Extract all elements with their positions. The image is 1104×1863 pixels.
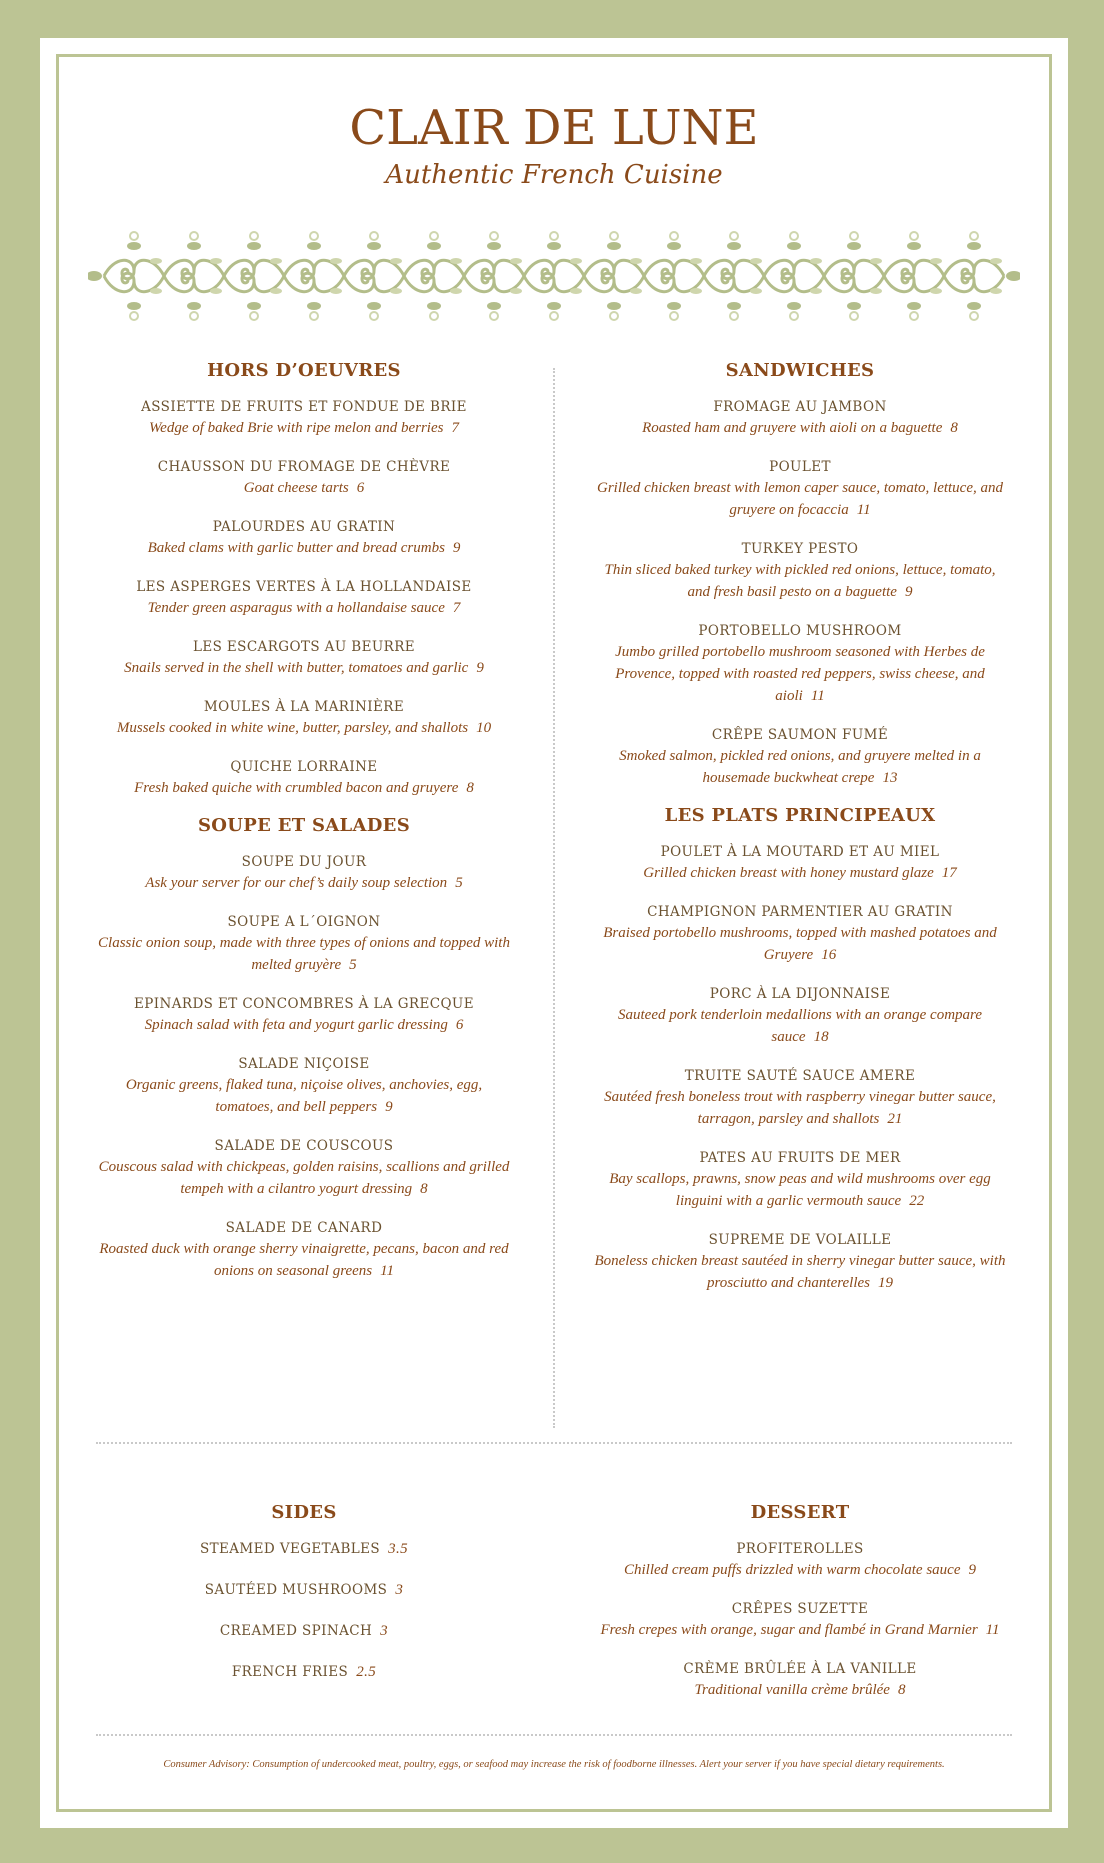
scroll-flourish-icon — [88, 226, 1020, 326]
menu-item-description-text: Ask your server for our chef’s daily soup selection — [145, 875, 448, 891]
side-item-price: 3 — [380, 1623, 389, 1639]
menu-item-price: 16 — [821, 947, 837, 963]
menu-item-name: PATES AU FRUITS DE MER — [699, 1150, 901, 1166]
menu-item-name: FROMAGE AU JAMBON — [713, 399, 887, 415]
menu-item-description-text: Fresh crepes with orange, sugar and flambé in Grand Marnier — [600, 1622, 978, 1638]
menu-item-price: 8 — [897, 1682, 906, 1698]
menu-sheet — [40, 38, 1068, 1828]
menu-item-description — [590, 862, 1010, 884]
dessert-list — [590, 1539, 1010, 1701]
menu-item-name: SOUPE A L´OIGNON — [227, 914, 381, 930]
menu-item-description-text: Thin sliced baked turkey with pickled red onions, lettuce, tomato, and fresh basil pesto on a baguette — [604, 562, 996, 600]
menu-item — [94, 637, 514, 679]
menu-item-description — [94, 717, 514, 739]
menu-item-price: 17 — [941, 865, 957, 881]
section-title-soupe: SOUPE ET SALADES — [198, 815, 410, 836]
menu-item — [94, 912, 514, 976]
menu-item-name: PORTOBELLO MUSHROOM — [698, 623, 902, 639]
section-title-sandwiches: SANDWICHES — [725, 360, 875, 381]
menu-item-name: POULET À LA MOUTARD ET AU MIEL — [660, 844, 940, 860]
menu-item — [94, 852, 514, 894]
menu-item-name: POULET — [769, 459, 831, 475]
menu-item-description — [590, 559, 1010, 603]
side-item — [94, 1539, 514, 1559]
menu-item — [590, 1539, 1010, 1581]
menu-item-description-text: Mussels cooked in white wine, butter, parsley, and shallots — [116, 720, 469, 736]
menu-item-description-text: Grilled chicken breast with honey mustard glaze — [643, 865, 934, 881]
menu-item-price: 13 — [882, 770, 898, 786]
menu-item — [94, 577, 514, 619]
menu-item-description-text: Organic greens, flaked tuna, niçoise olives, anchovies, egg, tomatoes, and bell peppers — [125, 1077, 483, 1115]
menu-item-description-text: Couscous salad with chickpeas, golden raisins, scallions and grilled tempeh with a cilantro yogurt dressing — [98, 1159, 510, 1197]
side-item-price: 2.5 — [356, 1664, 377, 1680]
menu-item-price: 8 — [466, 780, 474, 796]
menu-item-description-text: Baked clams with garlic butter and bread crumbs — [147, 540, 445, 556]
section-divider-bottom — [96, 1734, 1012, 1736]
menu-item-price: 6 — [455, 1017, 464, 1033]
menu-item-price: 11 — [380, 1263, 395, 1279]
menu-item-price: 21 — [887, 1111, 903, 1127]
menu-item-description — [590, 922, 1010, 966]
menu-item-name: SALADE DE CANARD — [225, 1220, 383, 1236]
menu-item — [590, 1148, 1010, 1212]
menu-item-name: PROFITEROLLES — [736, 1541, 864, 1557]
side-item — [94, 1621, 514, 1641]
menu-item-price: 11 — [985, 1622, 1000, 1638]
menu-item-description-text: Jumbo grilled portobello mushroom seasoned with Herbes de Provence, topped with roasted red peppers, swiss cheese, and aioli — [615, 644, 985, 704]
menu-item-price: 10 — [476, 720, 492, 736]
menu-item-price: 5 — [455, 875, 463, 891]
side-item-price: 3 — [395, 1582, 404, 1598]
menu-item-price: 9 — [385, 1099, 393, 1115]
menu-item-description — [94, 932, 514, 976]
menu-item-description — [590, 1250, 1010, 1294]
menu-item — [94, 1218, 514, 1282]
menu-item-description-text: Tender green asparagus with a hollandaise sauce — [147, 600, 445, 616]
menu-item-price: 9 — [452, 540, 461, 556]
menu-item-description — [94, 477, 514, 499]
menu-item-price: 5 — [349, 957, 357, 973]
menu-item — [94, 1054, 514, 1118]
menu-item-description-text: Sautéed fresh boneless trout with raspberry vinegar butter sauce, tarragon, parsley and shallots — [604, 1089, 996, 1127]
hors-doeuvres-list — [94, 397, 514, 799]
soupe-list — [94, 852, 514, 1282]
menu-item-description-text: Roasted duck with orange sherry vinaigrette, pecans, bacon and red onions on seasonal greens — [99, 1241, 509, 1279]
menu-item-name: TRUITE SAUTÉ SAUCE AMERE — [684, 1068, 916, 1084]
menu-item-description-text: Goat cheese tarts — [243, 480, 349, 496]
left-column — [94, 360, 514, 1300]
menu-item — [590, 842, 1010, 884]
menu-item-description-text: Wedge of baked Brie with ripe melon and berries — [149, 420, 444, 436]
menu-item-description — [590, 1086, 1010, 1130]
menu-item-price: 8 — [420, 1181, 428, 1197]
menu-item-description-text: Traditional vanilla crème brûlée — [694, 1682, 890, 1698]
menu-item-price: 9 — [476, 660, 484, 676]
menu-item-price: 8 — [950, 420, 958, 436]
restaurant-subtitle: Authentic French Cuisine — [385, 160, 723, 190]
menu-item-description — [94, 597, 514, 619]
menu-item-description-text: Chilled cream puffs drizzled with warm chocolate sauce — [624, 1562, 961, 1578]
consumer-advisory: Consumer Advisory: Consumption of undercooked meat, poultry, eggs, or seafood may increase the risk of foodborne illnesses. Alert your server if you have special dietary requirements. — [163, 1759, 945, 1770]
menu-item-name: QUICHE LORRAINE — [230, 759, 378, 775]
menu-item-description-text: Bay scallops, prawns, snow peas and wild mushrooms over egg linguini with a garlic vermouth sauce — [609, 1171, 991, 1209]
menu-item-price: 6 — [356, 480, 365, 496]
menu-item-description — [94, 537, 514, 559]
menu-item-price: 11 — [856, 502, 871, 518]
menu-item-description — [590, 1168, 1010, 1212]
menu-item-name: SALADE NIÇOISE — [238, 1056, 370, 1072]
menu-item-description-text: Roasted ham and gruyere with aioli on a baguette — [642, 420, 943, 436]
menu-item-description — [94, 1014, 514, 1036]
menu-item-description — [590, 1619, 1010, 1641]
menu-item-description — [94, 1156, 514, 1200]
section-title-hors-doeuvres: HORS D’OEUVRES — [207, 360, 401, 381]
menu-item — [94, 457, 514, 499]
menu-item — [590, 902, 1010, 966]
menu-item-description-text: Spinach salad with feta and yogurt garlic dressing — [144, 1017, 448, 1033]
side-item-price: 3.5 — [388, 1541, 409, 1557]
menu-item-description — [94, 1238, 514, 1282]
menu-item-name: EPINARDS ET CONCOMBRES À LA GRECQUE — [134, 996, 474, 1012]
menu-item-description — [590, 417, 1010, 439]
section-title-sides: SIDES — [271, 1502, 337, 1523]
plats-list — [590, 842, 1010, 1294]
menu-item-price: 22 — [909, 1193, 925, 1209]
menu-item-name: ASSIETTE DE FRUITS ET FONDUE DE BRIE — [141, 399, 467, 415]
side-item-name: SAUTÉED MUSHROOMS — [204, 1582, 388, 1598]
menu-item-description — [590, 1004, 1010, 1048]
menu-item-description-text: Braised portobello mushrooms, topped with mashed potatoes and Gruyere — [603, 925, 997, 963]
menu-item-description — [94, 417, 514, 439]
menu-item — [590, 1659, 1010, 1701]
menu-item-name: SOUPE DU JOUR — [241, 854, 367, 870]
menu-item — [94, 517, 514, 559]
menu-item-name: PALOURDES AU GRATIN — [212, 519, 396, 535]
menu-item-name: CRÊPES SUZETTE — [731, 1601, 869, 1617]
side-item-name: CREAMED SPINACH — [219, 1623, 373, 1639]
menu-item-name: PORC À LA DIJONNAISE — [709, 986, 891, 1002]
menu-item-description-text: Sauteed pork tenderloin medallions with an orange compare sauce — [618, 1007, 982, 1045]
menu-item-name: SUPREME DE VOLAILLE — [708, 1232, 892, 1248]
menu-item-description-text: Classic onion soup, made with three types of onions and topped with melted gruyère — [98, 935, 510, 973]
menu-item-name: TURKEY PESTO — [741, 541, 859, 557]
menu-item-description — [590, 641, 1010, 707]
side-item-name: STEAMED VEGETABLES — [199, 1541, 381, 1557]
menu-item-description-text: Grilled chicken breast with lemon caper sauce, tomato, lettuce, and gruyere on focaccia — [596, 480, 1004, 518]
menu-item-description — [94, 777, 514, 799]
sandwiches-list — [590, 397, 1010, 789]
menu-item-description-text: Fresh baked quiche with crumbled bacon and gruyere — [134, 780, 459, 796]
menu-item-description — [590, 745, 1010, 789]
right-column — [590, 360, 1010, 1312]
menu-item-name: CRÈME BRÛLÉE À LA VANILLE — [683, 1661, 917, 1677]
menu-item — [590, 984, 1010, 1048]
menu-item-description — [94, 872, 514, 894]
menu-item-description — [94, 657, 514, 679]
menu-item-name: MOULES À LA MARINIÈRE — [203, 699, 405, 715]
menu-item — [590, 1066, 1010, 1130]
column-divider — [553, 368, 555, 1428]
menu-item — [94, 397, 514, 439]
side-item-name: FRENCH FRIES — [231, 1664, 349, 1680]
sides-column — [94, 1502, 514, 1703]
sides-list — [94, 1539, 514, 1682]
menu-item-description-text: Boneless chicken breast sautéed in sherry vinegar butter sauce, with prosciutto and chanterelles — [594, 1253, 1006, 1291]
menu-item — [590, 457, 1010, 521]
menu-item-name: CHAMPIGNON PARMENTIER AU GRATIN — [647, 904, 953, 920]
menu-item-price: 18 — [813, 1029, 829, 1045]
menu-item-description-text: Smoked salmon, pickled red onions, and gruyere melted in a housemade buckwheat crepe — [619, 748, 981, 786]
side-item — [94, 1580, 514, 1600]
menu-item — [94, 697, 514, 739]
menu-item-price: 9 — [904, 584, 913, 600]
menu-item — [590, 725, 1010, 789]
menu-item — [94, 1136, 514, 1200]
menu-item-name: CHAUSSON DU FROMAGE DE CHÈVRE — [157, 459, 451, 475]
section-divider-top — [96, 1442, 1012, 1444]
menu-item — [590, 397, 1010, 439]
dessert-column — [590, 1502, 1010, 1719]
menu-item — [590, 621, 1010, 707]
menu-item-description — [590, 1559, 1010, 1581]
menu-item-name: LES ESCARGOTS AU BEURRE — [192, 639, 416, 655]
menu-item-name: SALADE DE COUSCOUS — [214, 1138, 394, 1154]
menu-item-price: 9 — [968, 1562, 976, 1578]
menu-item — [94, 994, 514, 1036]
menu-item — [590, 1599, 1010, 1641]
restaurant-title: CLAIR DE LUNE — [349, 100, 759, 156]
menu-item-description — [590, 1679, 1010, 1701]
section-title-plats: LES PLATS PRINCIPEAUX — [664, 805, 936, 826]
section-title-dessert: DESSERT — [750, 1502, 850, 1523]
menu-item-price: 19 — [878, 1275, 894, 1291]
menu-item-name: CRÊPE SAUMON FUMÉ — [711, 727, 889, 743]
menu-item — [590, 1230, 1010, 1294]
menu-item-description-text: Snails served in the shell with butter, tomatoes and garlic — [124, 660, 469, 676]
menu-item-name: LES ASPERGES VERTES À LA HOLLANDAISE — [136, 579, 472, 595]
menu-item — [590, 539, 1010, 603]
side-item — [94, 1662, 514, 1682]
menu-item-price: 11 — [810, 688, 825, 704]
menu-item — [94, 757, 514, 799]
menu-item-price: 7 — [451, 420, 459, 436]
menu-item-description — [590, 477, 1010, 521]
menu-item-description — [94, 1074, 514, 1118]
menu-item-price: 7 — [452, 600, 461, 616]
